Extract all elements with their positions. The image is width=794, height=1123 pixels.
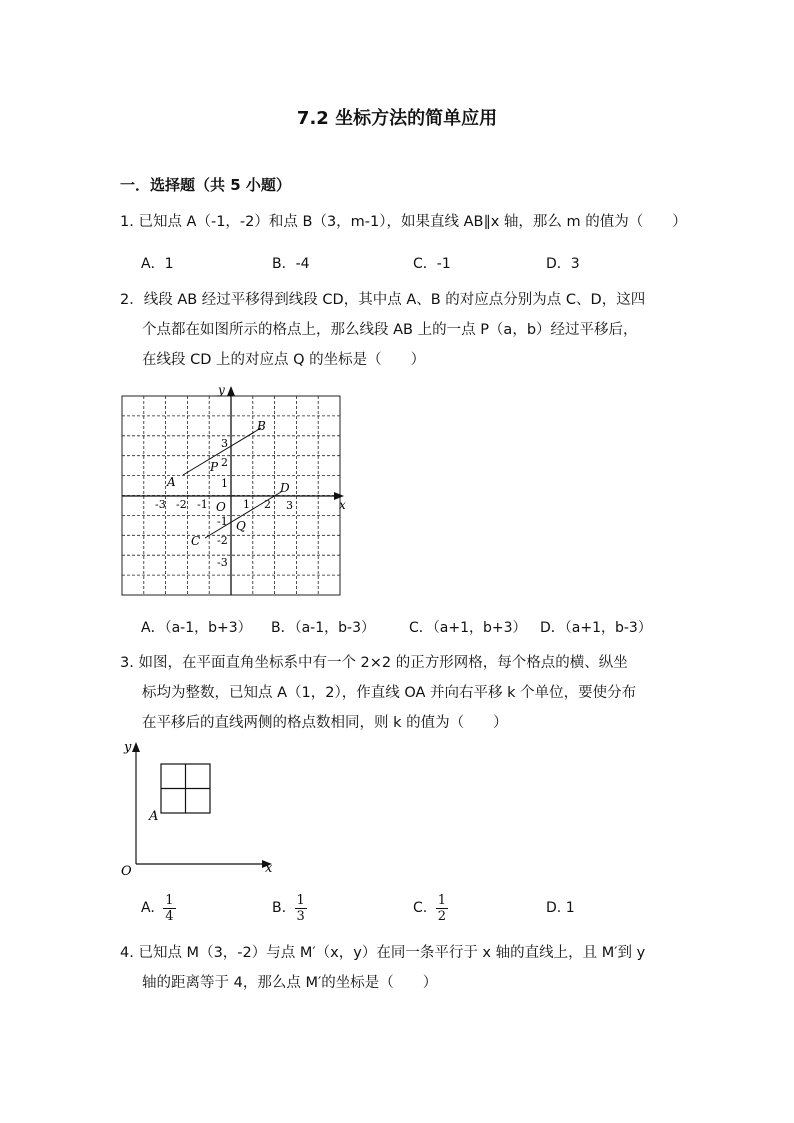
option-d[interactable]: D．（a+1，b-3）: [540, 620, 652, 636]
point-d-label: D: [280, 481, 290, 495]
point-a-label: A: [167, 475, 176, 489]
x-tick-2: 2: [264, 498, 271, 511]
figure-1-translation-grid: [118, 382, 348, 597]
point-p-label: P: [210, 460, 219, 474]
question-4-line-1: 4. 已知点 M（3，-2）与点 M′（x，y）在同一条平行于 x 轴的直线上，且 M′到 y: [120, 945, 646, 961]
y-tick-neg3: -3: [217, 556, 228, 569]
question-3-line-1: 3. 如图，在平面直角坐标系中有一个 2×2 的正方形网格，每个格点的横、纵坐: [120, 655, 628, 671]
question-4: [120, 938, 645, 998]
option-b[interactable]: B. $\frac{1}{3}$: [272, 892, 305, 924]
point-a-label: A: [149, 809, 159, 824]
question-3-line-2: 标均为整数，已知点 A（1，2），作直线 OA 并向右平移 k 个单位，要使分布: [142, 685, 637, 701]
question-2-line-2: 个点都在如图所示的格点上，那么线段 AB 上的一点 P（a，b）经过平移后，: [142, 322, 638, 338]
x-tick-neg2: -2: [176, 498, 187, 511]
fraction-one-quarter: $\frac{1}{4}$: [165, 892, 174, 924]
option-b[interactable]: B．-4: [272, 256, 310, 272]
question-2-line-3: 在线段 CD 上的对应点 Q 的坐标是（ ）: [142, 352, 426, 368]
y-axis-arrow-icon: [227, 386, 235, 396]
question-3: [120, 648, 636, 738]
section-heading: 一．选择题（共 5 小题）: [120, 176, 291, 194]
option-a[interactable]: A．（a-1，b+3）: [141, 620, 252, 636]
figure-2-square-grid: [112, 736, 282, 881]
y-axis-label: y: [218, 383, 225, 397]
y-axis-arrow-icon: [132, 742, 140, 752]
question-1-line-1: 1. 已知点 A（-1，-2）和点 B（3，m-1），如果直线 AB∥x 轴，那么 m 的值为（ ）: [120, 214, 687, 230]
x-tick-neg1: -1: [197, 498, 208, 511]
x-tick-neg3: -3: [155, 498, 166, 511]
option-c[interactable]: C. $\frac{1}{2}$: [413, 892, 446, 924]
option-a[interactable]: A. $\frac{1}{4}$: [141, 892, 174, 924]
y-tick-1: 1: [221, 477, 228, 490]
question-2-line-1: 2．线段 AB 经过平移得到线段 CD，其中点 A、B 的对应点分别为点 C、D，这四: [120, 292, 646, 308]
option-b[interactable]: B．（a-1，b-3）: [271, 620, 375, 636]
y-tick-3: 3: [221, 437, 228, 450]
question-2: [120, 285, 645, 375]
x-axis-label: x: [265, 861, 273, 876]
option-a[interactable]: A．1: [141, 256, 174, 272]
y-tick-neg1: -1: [217, 515, 228, 528]
origin-label: O: [121, 864, 132, 879]
question-4-line-2: 轴的距离等于 4，那么点 M′的坐标是（ ）: [142, 975, 438, 991]
y-axis-label: y: [124, 740, 132, 755]
point-q-label: Q: [236, 519, 246, 533]
page-title: 7.2 坐标方法的简单应用: [296, 108, 498, 129]
question-3-line-3: 在平移后的直线两侧的格点数相同，则 k 的值为（ ）: [142, 715, 508, 731]
point-b-label: B: [257, 419, 266, 433]
option-d[interactable]: D．3: [546, 256, 580, 272]
option-d[interactable]: D. 1: [546, 900, 575, 916]
x-axis-label: x: [339, 498, 346, 512]
point-c-label: C: [191, 534, 201, 548]
fraction-one-third: $\frac{1}{3}$: [296, 892, 305, 924]
option-c[interactable]: C．（a+1，b+3）: [409, 620, 527, 636]
option-c[interactable]: C．-1: [413, 256, 451, 272]
y-tick-neg2: -2: [217, 534, 228, 547]
question-1: [120, 207, 687, 237]
x-tick-3: 3: [286, 499, 293, 512]
x-tick-1: 1: [243, 498, 250, 511]
origin-label: O: [216, 500, 226, 514]
y-tick-2: 2: [221, 456, 228, 469]
fraction-one-half: $\frac{1}{2}$: [437, 892, 446, 924]
